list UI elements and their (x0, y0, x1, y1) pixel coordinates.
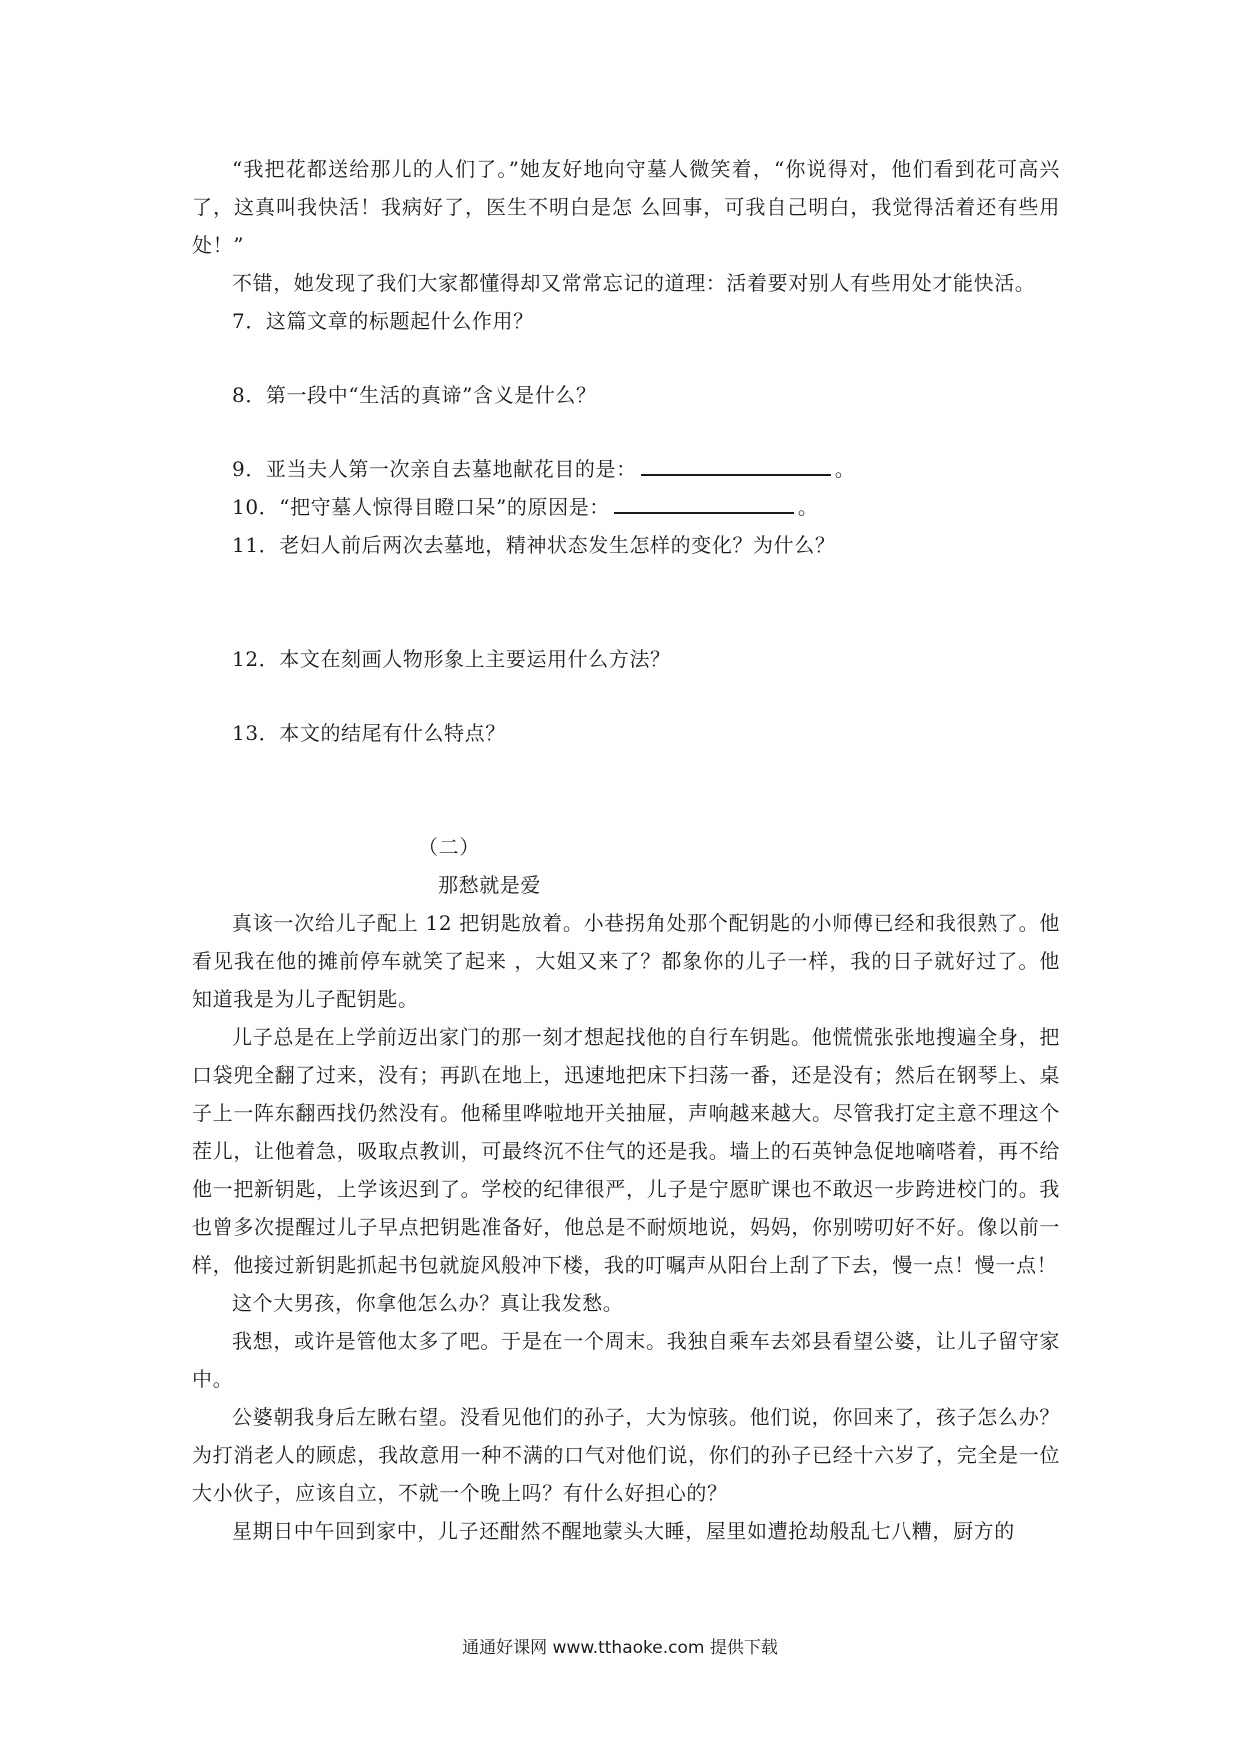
passage2-paragraph: 我想，或许是管他太多了吧。于是在一个周末。我独自乘车去郊县看望公婆，让儿子留守家中。 (192, 1329, 1060, 1391)
passage1-paragraph: 不错，她发现了我们大家都懂得却又常常忘记的道理：活着要对别人有些用处才能快活。 (232, 271, 1036, 295)
passage2-paragraph: 这个大男孩，你拿他怎么办？真让我发愁。 (232, 1291, 624, 1315)
question-9-text: 9．亚当夫人第一次亲自去墓地献花目的是： (232, 457, 637, 481)
question-10-end: 。 (797, 495, 819, 519)
answer-blank-10[interactable] (614, 490, 794, 514)
passage2-paragraph: 真该一次给儿子配上 12 把钥匙放着。小巷拐角处那个配钥匙的小师傅已经和我很熟了。他看见我在他的摊前停车就笑了起来 ，大姐又来了？都象你的儿子一样，我的日子就好过了。他知道我是为儿子配钥匙。 (192, 911, 1060, 1011)
document-page (192, 150, 1060, 1550)
question-10 (192, 488, 1060, 526)
question-9 (192, 450, 1060, 488)
question-13: 13．本文的结尾有什么特点？ (232, 721, 506, 745)
passage-title: 那愁就是爱 (438, 873, 541, 897)
passage2-paragraph: 儿子总是在上学前迈出家门的那一刻才想起找他的自行车钥匙。他慌慌张张地搜遍全身，把口袋兜全翻了过来，没有；再趴在地上，迅速地把床下扫荡一番，还是没有；然后在钢琴上、桌子上一阵东翻西找仍然没有。他稀里哗啦地开关抽屉，声响越来越大。尽管我打定主意不理这个茬儿，让他着急，吸取点教训，可最终沉不住气的还是我。墙上的石英钟急促地嘀嗒着，再不给他一把新钥匙，上学该迟到了。学校的纪律很严，儿子是宁愿旷课也不敢迟一步跨进校门的。我也曾多次提醒过儿子早点把钥匙准备好，他总是不耐烦地说，妈妈，你别唠叨好不好。像以前一样，他接过新钥匙抓起书包就旋风般冲下楼，我的叮嘱声从阳台上刮了下去，慢一点！慢一点！ (192, 1025, 1060, 1277)
question-10-text: 10．“把守墓人惊得目瞪口呆”的原因是： (232, 495, 610, 519)
passage2-paragraph: 星期日中午回到家中，儿子还酣然不醒地蒙头大睡，屋里如遭抢劫般乱七八糟，厨方的 (232, 1519, 1015, 1543)
question-7: 7．这篇文章的标题起什么作用？ (232, 309, 534, 333)
passage1-paragraph: “我把花都送给那儿的人们了。”她友好地向守墓人微笑着，“你说得对，他们看到花可高兴 了，这真叫我快活！我病好了，医生不明白是怎 么回事，可我自己明白，我觉得活着还有些用 处！” (192, 157, 1060, 257)
page-footer: 通通好课网 www.tthaoke.com 提供下载 (462, 1638, 778, 1658)
question-12: 12．本文在刻画人物形象上主要运用什么方法？ (232, 647, 671, 671)
question-8: 8．第一段中“生活的真谛”含义是什么？ (232, 383, 597, 407)
answer-blank-9[interactable] (641, 452, 831, 476)
passage2-paragraph: 公婆朝我身后左瞅右望。没看见他们的孙子，大为惊骇。他们说，你回来了，孩子怎么办？为打消老人的顾虑，我故意用一种不满的口气对他们说，你们的孙子已经十六岁了，完全是一位大小伙子，应该自立，不就一个晚上吗？有什么好担心的？ (192, 1405, 1060, 1505)
question-9-end: 。 (834, 457, 856, 481)
section-number: （二） (418, 835, 480, 859)
question-11: 11．老妇人前后两次去墓地，精神状态发生怎样的变化？为什么？ (232, 533, 836, 557)
